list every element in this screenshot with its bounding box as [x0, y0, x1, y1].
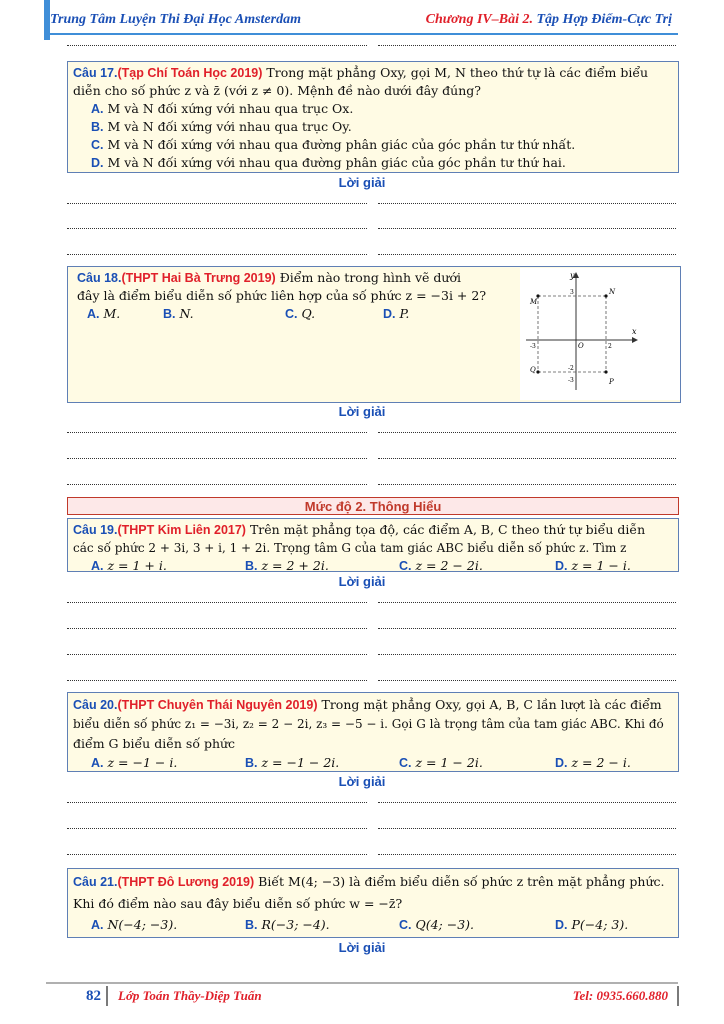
option-label: A. [91, 102, 104, 116]
dotted-line [67, 203, 367, 204]
dotted-line [378, 654, 676, 655]
option-text: z = 2 + 2i. [261, 558, 329, 573]
option-label: B. [245, 559, 258, 573]
label-Q: Q [530, 366, 536, 374]
question-text: điểm G biểu diễn số phức [73, 736, 236, 751]
tick-y-3: 3 [570, 289, 574, 296]
dotted-line [67, 458, 367, 459]
question-text: Trong mặt phẳng Oxy, gọi M, N theo thứ tự là các điểm biểu [266, 65, 649, 80]
difficulty-level-heading: Mức độ 2. Thông Hiểu [67, 497, 679, 515]
tick-x-2: 2 [608, 343, 612, 350]
option-text: z = 1 − i. [571, 558, 631, 573]
option-text: N. [179, 306, 194, 321]
option-label: A. [91, 918, 104, 932]
dotted-line [378, 458, 676, 459]
dotted-line [378, 854, 676, 855]
option-text: Q(4; −3). [415, 917, 475, 932]
dotted-line [67, 45, 367, 46]
question-number: Câu 19. [73, 523, 118, 537]
option-text: z = −1 − 2i. [261, 755, 340, 770]
question-number: Câu 17. [73, 66, 118, 80]
question-text: biểu diễn số phức z₁ = −3i, z₂ = 2 − 2i, z₃ = −5 − i. Gọi G là trọng tâm của tam giác ABC. Khi đó [73, 717, 664, 731]
footer-separator [106, 986, 108, 1006]
question-source: (THPT Kim Liên 2017) [117, 523, 246, 537]
option-label: C. [399, 559, 412, 573]
point-N [604, 294, 607, 297]
dotted-line [378, 203, 676, 204]
option-label: C. [91, 138, 104, 152]
option-label: B. [245, 918, 258, 932]
dotted-line [378, 802, 676, 803]
option-label: A. [91, 756, 104, 770]
dotted-line [67, 628, 367, 629]
tick-y-neg3: -3 [568, 377, 574, 384]
question-text: diễn cho số phức z và z̄ (với z ≠ 0). Mệnh đề nào dưới đây đúng? [73, 83, 481, 98]
option-text: z = 1 + i. [107, 558, 167, 573]
point-P [604, 370, 607, 373]
dotted-line [67, 254, 367, 255]
question-19 [67, 518, 679, 572]
dotted-line [378, 45, 676, 46]
x-axis-label: x [632, 327, 637, 336]
option-label: D. [555, 918, 568, 932]
option-text: z = 2 − 2i. [415, 558, 483, 573]
option-label: C. [399, 918, 412, 932]
option-text: M và N đối xứng với nhau qua trục Oy. [107, 119, 352, 134]
option-text: R(−3; −4). [261, 917, 330, 932]
solution-heading: Lời giải [338, 175, 386, 190]
option-label: D. [555, 559, 568, 573]
label-P: P [609, 378, 614, 386]
question-text: Biết M(4; −3) là điểm biểu diễn số phức z trên mặt phẳng phức. [258, 874, 665, 889]
dotted-line [378, 628, 676, 629]
dotted-line [67, 484, 367, 485]
footer-end-bar [677, 986, 679, 1006]
dotted-line [67, 680, 367, 681]
option-text: M và N đối xứng với nhau qua trục Ox. [107, 101, 354, 116]
option-label: B. [245, 756, 258, 770]
label-M: M [530, 298, 538, 306]
dotted-line [378, 484, 676, 485]
option-label: A. [91, 559, 104, 573]
tick-y-neg2: -2 [568, 365, 574, 372]
option-text: M và N đối xứng với nhau qua đường phân giác của góc phần tư thứ hai. [107, 155, 566, 170]
header-chapter-prefix: Chương IV–Bài 2. [425, 12, 533, 27]
dotted-line [67, 228, 367, 229]
header-chapter-suffix: Tập Hợp Điểm-Cực Trị [536, 12, 672, 27]
point-Q [536, 370, 539, 373]
complex-plane-figure [520, 268, 680, 400]
option-label: D. [555, 756, 568, 770]
dotted-line [67, 854, 367, 855]
question-source: (THPT Chuyên Thái Nguyên 2019) [117, 698, 318, 712]
solution-heading: Lời giải [338, 774, 386, 789]
option-text: P(−4; 3). [571, 917, 629, 932]
solution-heading: Lời giải [338, 940, 386, 955]
dotted-line [67, 432, 367, 433]
label-N: N [609, 288, 616, 296]
question-text: Trên mặt phẳng tọa độ, các điểm A, B, C theo thứ tự biểu diễn [249, 522, 646, 537]
question-source: (Tạp Chí Toán Học 2019) [117, 66, 263, 80]
option-text: M và N đối xứng với nhau qua đường phân giác của góc phần tư thứ nhất. [107, 137, 576, 152]
question-20 [67, 692, 679, 772]
question-number: Câu 20. [73, 698, 118, 712]
question-text: Trong mặt phẳng Oxy, gọi A, B, C lần lượt là các điểm [321, 697, 662, 712]
option-label: B. [163, 307, 176, 321]
header-center-name: Trung Tâm Luyện Thi Đại Học Amsterdam [50, 12, 301, 27]
option-text: z = 2 − i. [571, 755, 631, 770]
question-source: (THPT Hai Bà Trưng 2019) [121, 271, 276, 285]
dotted-line [67, 802, 367, 803]
option-text: z = −1 − i. [107, 755, 178, 770]
option-text: P. [399, 306, 410, 321]
option-label: A. [87, 307, 100, 321]
header-chapter [426, 12, 672, 28]
question-text: Điểm nào trong hình vẽ dưới [279, 270, 461, 285]
option-text: z = 1 − 2i. [415, 755, 483, 770]
option-text: M. [103, 306, 121, 321]
option-text: N(−4; −3). [107, 917, 178, 932]
header-divider [46, 33, 678, 35]
option-text: Q. [301, 306, 316, 321]
question-text: đây là điểm biểu diễn số phức liên hợp của số phức z = −3i + 2? [77, 288, 487, 303]
page-number: 82 [86, 988, 101, 1004]
option-label: C. [285, 307, 298, 321]
tick-x-neg3: -3 [530, 343, 536, 350]
question-17 [67, 61, 679, 173]
dotted-line [67, 602, 367, 603]
option-label: B. [91, 120, 104, 134]
solution-heading: Lời giải [338, 404, 386, 419]
question-number: Câu 18. [77, 271, 122, 285]
y-axis-label: y [570, 271, 575, 280]
dotted-line [378, 680, 676, 681]
dotted-line [378, 828, 676, 829]
dotted-line [67, 654, 367, 655]
question-source: (THPT Đô Lương 2019) [117, 875, 255, 889]
option-label: D. [91, 156, 104, 170]
dotted-line [378, 432, 676, 433]
footer-class-name: Lớp Toán Thầy-Diệp Tuấn [118, 988, 262, 1003]
question-text: Khi đó điểm nào sau đây biểu diễn số phức w = −z̄? [73, 896, 403, 911]
option-label: C. [399, 756, 412, 770]
footer-phone: Tel: 0935.660.880 [572, 988, 668, 1003]
footer-divider [46, 982, 678, 984]
solution-heading: Lời giải [338, 574, 386, 589]
dotted-line [378, 228, 676, 229]
dotted-line [67, 828, 367, 829]
question-21 [67, 868, 679, 938]
origin-label: O [578, 342, 584, 350]
dotted-line [378, 254, 676, 255]
question-text: các số phức 2 + 3i, 3 + i, 1 + 2i. Trọng tâm G của tam giác ABC biểu diễn số phức z. Tìm z [73, 541, 627, 555]
dotted-line [378, 602, 676, 603]
question-number: Câu 21. [73, 875, 118, 889]
option-label: D. [383, 307, 396, 321]
